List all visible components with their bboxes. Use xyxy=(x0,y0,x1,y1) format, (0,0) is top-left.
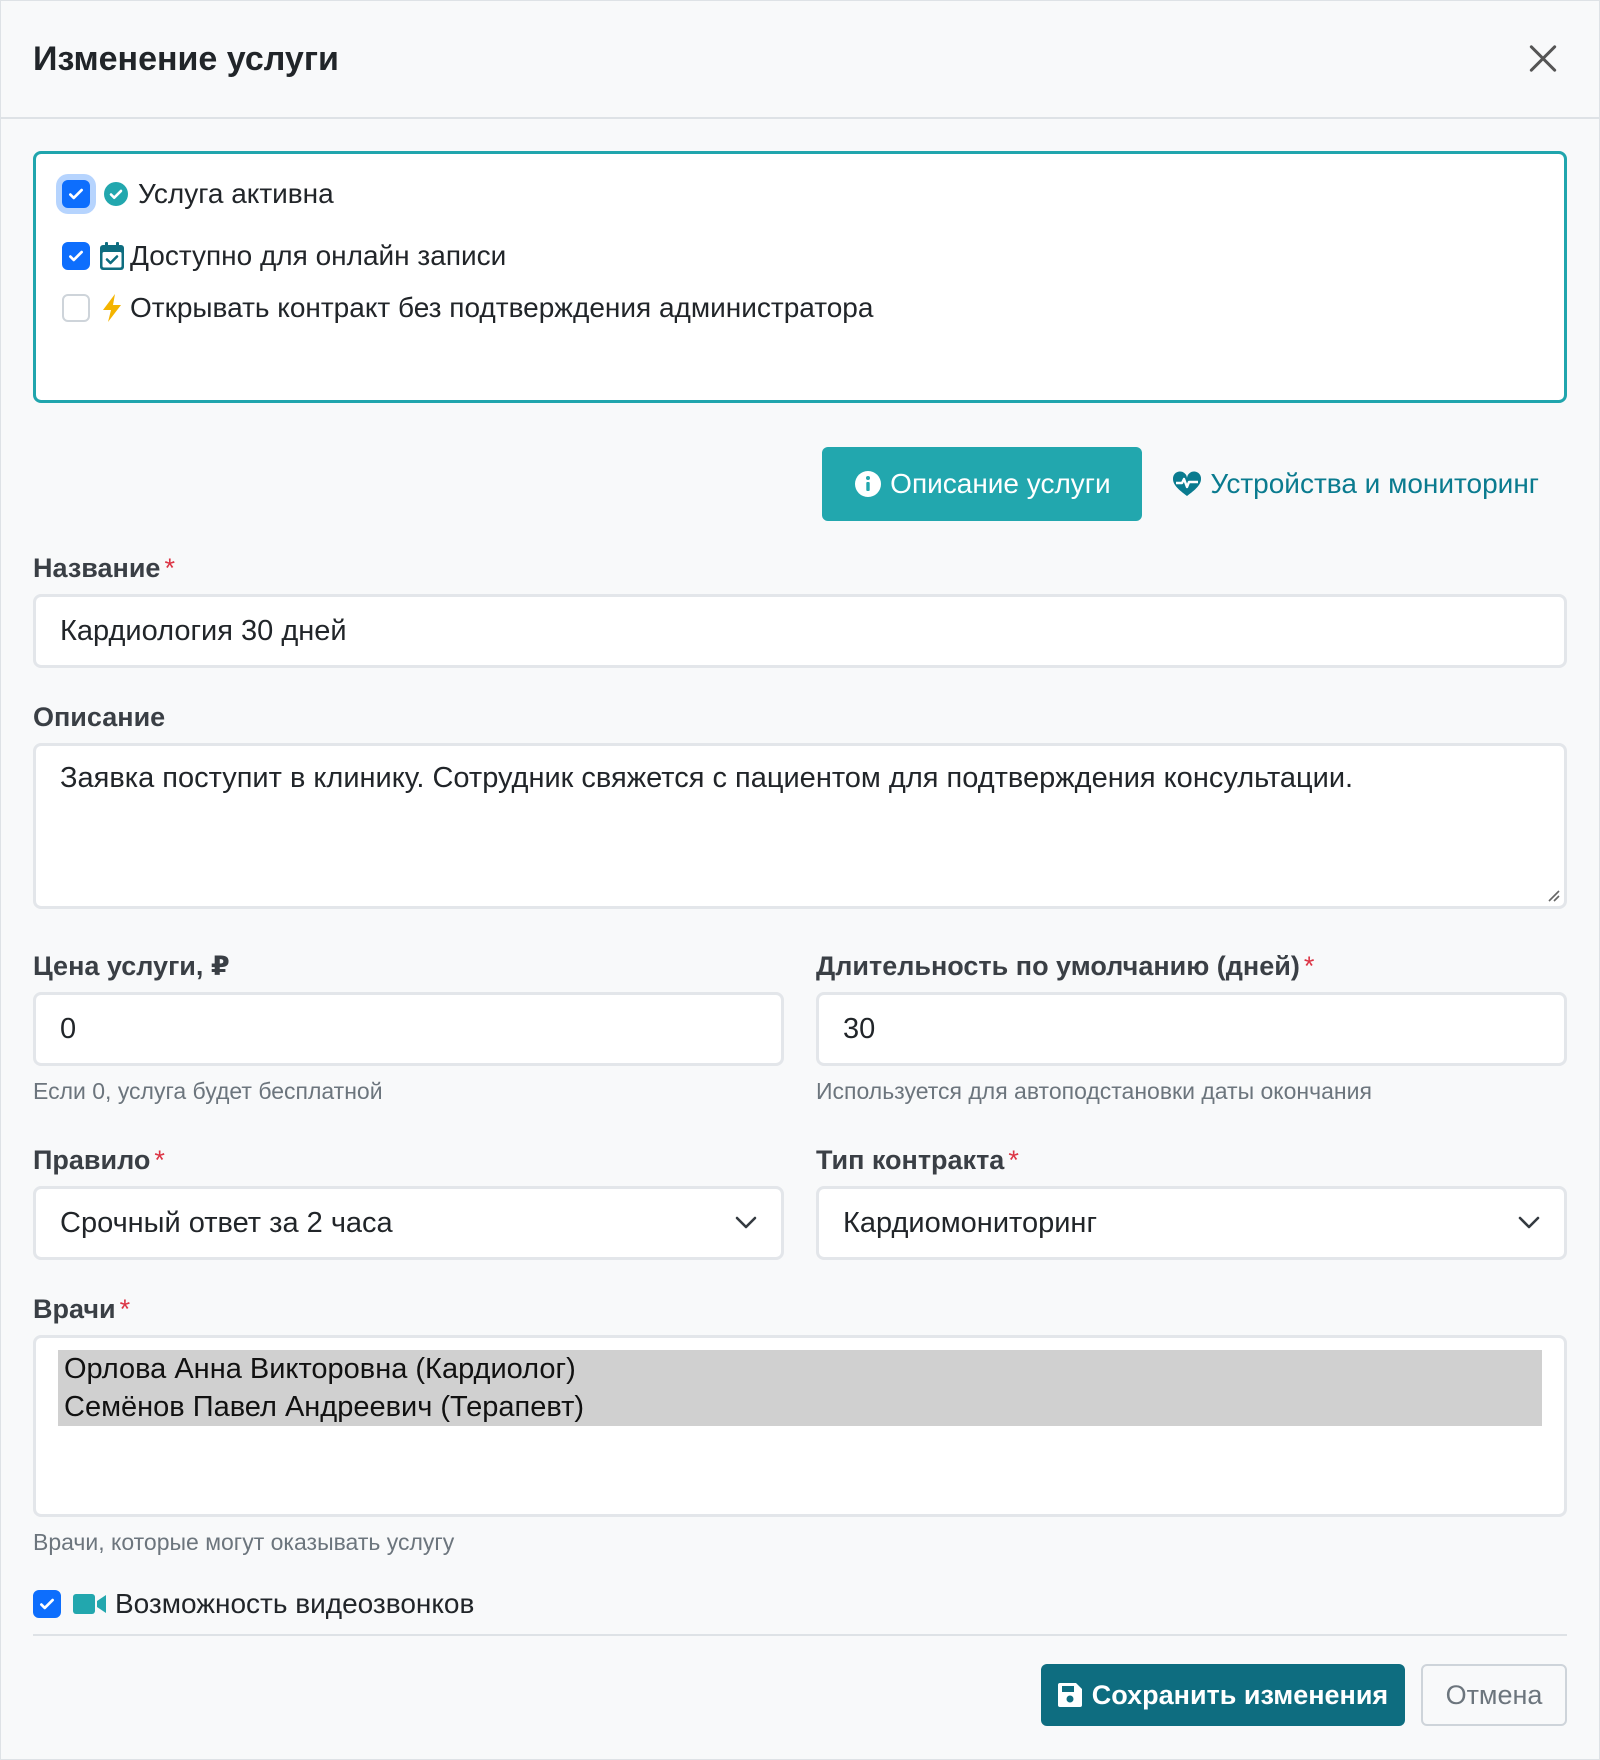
online-booking-checkbox[interactable] xyxy=(62,242,90,270)
duration-group xyxy=(816,951,1567,1105)
modal-title: Изменение услуги xyxy=(33,39,339,78)
tab-description-label: Описание услуги xyxy=(890,468,1111,499)
floppy-disk-icon xyxy=(1058,1683,1082,1707)
video-calls-label: Возможность видеозвонков xyxy=(115,1588,475,1619)
checkmark-icon xyxy=(38,1595,56,1613)
tabs xyxy=(33,447,1567,521)
required-mark: * xyxy=(164,553,175,583)
auto-open-contract-option xyxy=(62,292,1538,324)
rule-group xyxy=(33,1145,784,1260)
contract-type-group xyxy=(816,1145,1567,1260)
rule-selected-value: Срочный ответ за 2 часа xyxy=(60,1206,393,1239)
price-group xyxy=(33,951,784,1105)
contract-type-select[interactable] xyxy=(816,1186,1567,1260)
contract-type-label: Тип контракта * xyxy=(816,1145,1019,1175)
duration-label: Длительность по умолчанию (дней) * xyxy=(816,951,1315,981)
tab-description[interactable] xyxy=(822,447,1142,521)
video-camera-icon xyxy=(73,1590,107,1618)
price-help: Если 0, услуга будет бесплатной xyxy=(33,1078,383,1104)
required-mark: * xyxy=(119,1294,131,1324)
required-mark: * xyxy=(1008,1145,1019,1175)
price-input[interactable]: 0 xyxy=(33,992,784,1066)
name-label: Название * xyxy=(33,553,175,583)
status-options-box xyxy=(33,151,1567,403)
auto-open-contract-checkbox[interactable] xyxy=(62,294,90,322)
description-label: Описание xyxy=(33,702,166,732)
doctors-group xyxy=(33,1294,1567,1556)
price-label: Цена услуги, ₽ xyxy=(33,951,230,981)
rule-label: Правило * xyxy=(33,1145,165,1175)
contract-type-selected-value: Кардиомониторинг xyxy=(843,1206,1098,1239)
check-circle-icon xyxy=(102,180,130,208)
video-calls-checkbox[interactable] xyxy=(33,1590,61,1618)
description-group xyxy=(33,702,1567,909)
heart-pulse-icon xyxy=(1172,471,1202,497)
required-mark: * xyxy=(154,1145,165,1175)
name-group xyxy=(33,553,1567,668)
cancel-button[interactable]: Отмена xyxy=(1421,1664,1567,1726)
doctors-label: Врачи * xyxy=(33,1294,131,1324)
save-button-label: Сохранить изменения xyxy=(1091,1679,1389,1710)
rule-contract-row xyxy=(33,1145,1567,1260)
online-booking-label: Доступно для онлайн записи xyxy=(130,240,507,271)
doctor-option[interactable]: Семёнов Павел Андреевич (Терапевт) xyxy=(58,1388,1542,1426)
modal-body xyxy=(1,119,1599,1726)
calendar-check-icon xyxy=(98,242,126,270)
duration-input[interactable]: 30 xyxy=(816,992,1567,1066)
chevron-down-icon xyxy=(735,1216,757,1230)
tab-devices-label: Устройства и мониторинг xyxy=(1210,468,1539,499)
modal-header xyxy=(1,1,1599,119)
description-text: Заявка поступит в клинику. Сотрудник свяжется с пациентом для подтверждения консультации. xyxy=(60,762,1354,794)
doctor-option[interactable]: Орлова Анна Викторовна (Кардиолог) xyxy=(58,1350,1542,1388)
tab-devices[interactable] xyxy=(1172,468,1539,500)
checkmark-icon xyxy=(67,247,85,265)
lightning-icon xyxy=(98,294,126,322)
name-input[interactable]: Кардиология 30 дней xyxy=(33,594,1567,668)
modal-footer xyxy=(33,1664,1567,1726)
service-active-checkbox[interactable] xyxy=(62,180,90,208)
video-calls-option xyxy=(33,1588,1567,1620)
info-circle-icon xyxy=(854,470,882,498)
required-mark: * xyxy=(1303,951,1315,981)
doctors-help: Врачи, которые могут оказывать услугу xyxy=(33,1529,455,1555)
description-textarea[interactable] xyxy=(33,743,1567,909)
auto-open-contract-label: Открывать контракт без подтверждения администратора xyxy=(130,292,874,323)
price-duration-row xyxy=(33,951,1567,1105)
resize-handle-icon[interactable] xyxy=(1544,886,1560,902)
online-booking-option xyxy=(62,240,1538,272)
duration-help: Используется для автоподстановки даты окончания xyxy=(816,1078,1372,1104)
checkmark-icon xyxy=(67,185,85,203)
rule-select[interactable] xyxy=(33,1186,784,1260)
save-button[interactable] xyxy=(1041,1664,1405,1726)
chevron-down-icon xyxy=(1518,1216,1540,1230)
service-active-label: Услуга активна xyxy=(138,178,334,209)
footer-divider xyxy=(33,1634,1567,1636)
service-active-option xyxy=(62,178,1538,210)
close-button[interactable] xyxy=(1523,39,1563,79)
doctors-multiselect[interactable] xyxy=(33,1335,1567,1517)
